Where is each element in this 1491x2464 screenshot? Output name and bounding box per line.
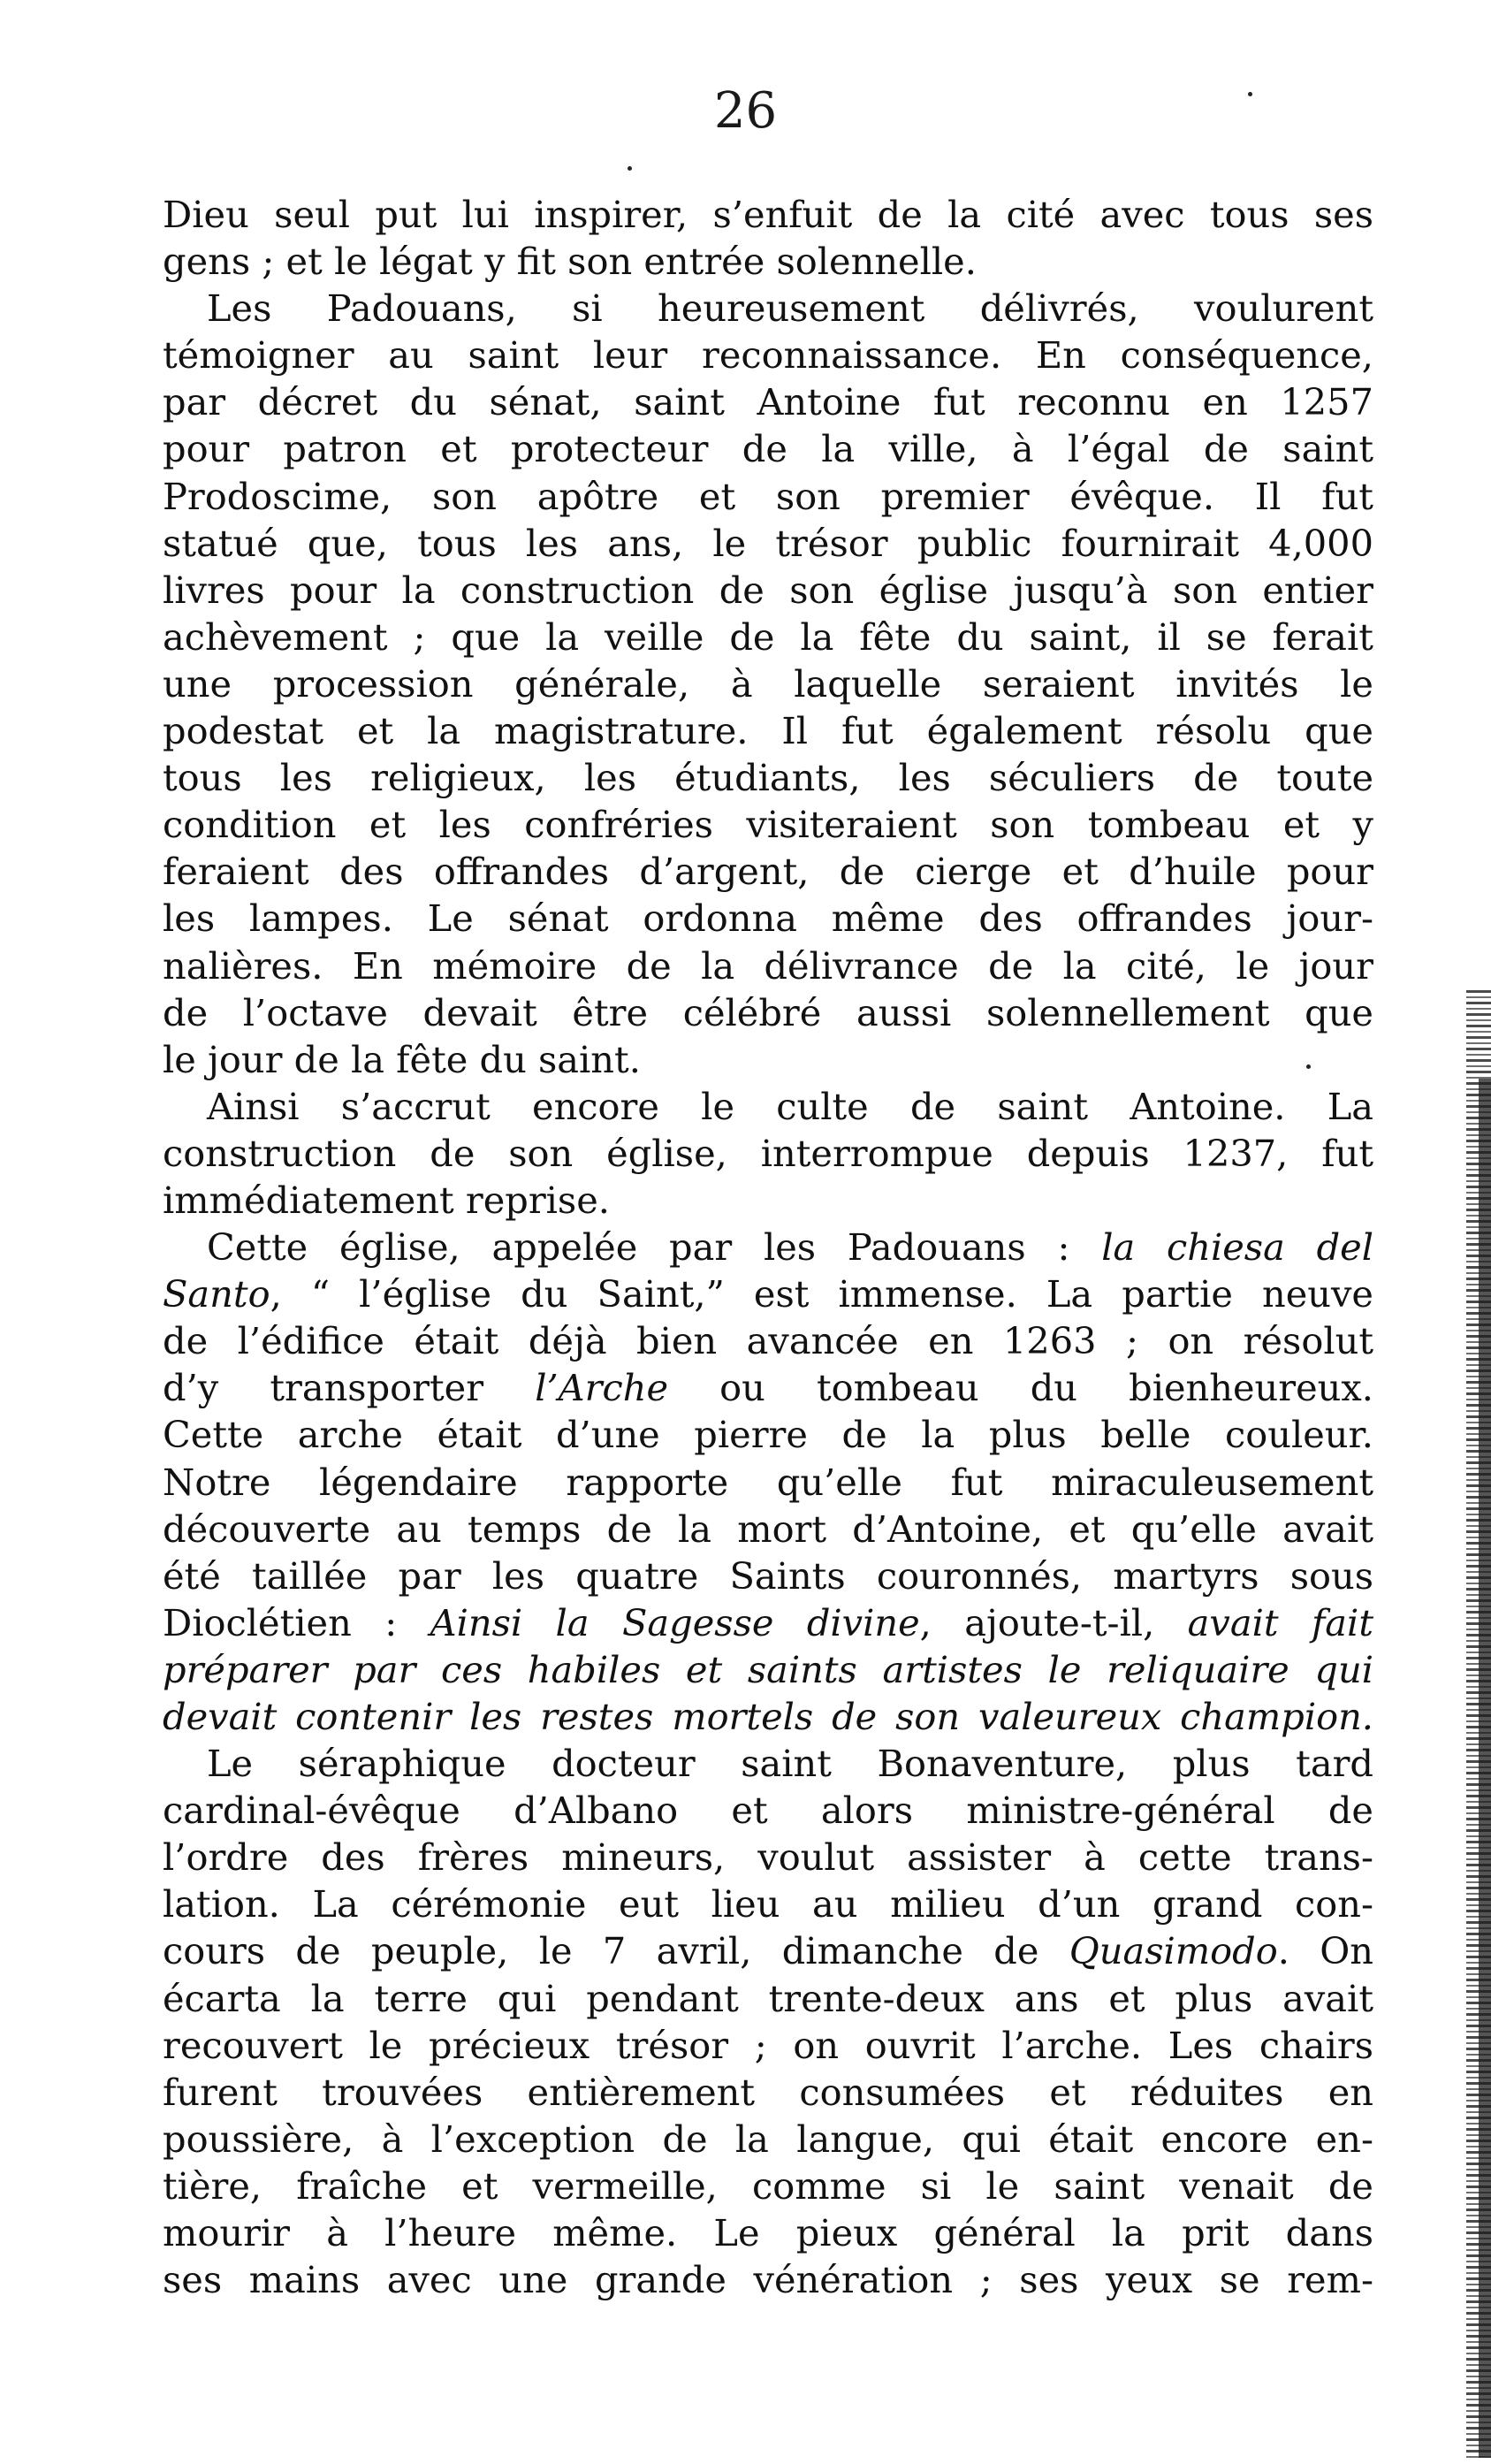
scanned-page-edge-shadow (1479, 1079, 1491, 2458)
text-run: ou tombeau du bienheureux. (668, 1366, 1373, 1410)
text-line (163, 1599, 1373, 1646)
text-run: . On (1277, 1929, 1373, 1973)
text-line: lation. La cérémonie eut lieu au milieu d’un grand con- (163, 1882, 1373, 1926)
text-line: une procession générale, à laquelle seraient invités le (163, 661, 1373, 706)
text-line: témoigner au saint leur reconnaissance. En conséquence, (163, 333, 1373, 378)
text-line: de l’octave devait être célébré aussi solennellement que (163, 990, 1373, 1034)
italic-run: Quasimodo (1069, 1929, 1278, 1973)
text-line: condition et les confréries visiteraient son tombeau et y (163, 803, 1373, 847)
text-line: podestat et la magistrature. Il fut également résolu que (163, 709, 1373, 753)
text-run: , ajoute-t-il, (919, 1600, 1188, 1644)
text-line: Notre légendaire rapporte qu’elle fut miraculeusement (163, 1460, 1373, 1504)
italic-run: Ainsi la Sagesse divine (430, 1600, 920, 1644)
text-line: feraient des offrandes d’argent, de cierge et d’huile pour (163, 850, 1373, 894)
print-speck (628, 166, 632, 171)
text-line (163, 1270, 1373, 1317)
text-line: construction de son église, interrompue depuis 1237, fut (163, 1131, 1373, 1175)
text-line: Cette arche était d’une pierre de la plus belle couleur. (163, 1413, 1373, 1457)
page-body-text (163, 191, 1373, 2303)
text-line: gens ; et le légat y fit son entrée solennelle. (163, 240, 977, 284)
text-run: Dioclétien : (163, 1600, 430, 1644)
paragraph-start-line (163, 1224, 1373, 1270)
text-line: tous les religieux, les étudiants, les séculiers de toute (163, 756, 1373, 800)
italic-line: préparer par ces habiles et saints artistes le reliquaire qui (163, 1647, 1373, 1691)
text-line: nalières. En mémoire de la délivrance de la cité, le jour (163, 943, 1373, 988)
text-line: tière, fraîche et vermeille, comme si le saint venait de (163, 2163, 1373, 2208)
text-line: mourir à l’heure même. Le pieux général la prit dans (163, 2211, 1373, 2255)
paragraph-start-line: Ainsi s’accrut encore le culte de saint Antoine. La (207, 1084, 1373, 1128)
text-line: découverte au temps de la mort d’Antoine, et qu’elle avait (163, 1507, 1373, 1551)
text-run: , “ l’église du Saint,” est immense. La partie neuve (270, 1272, 1373, 1316)
print-speck (1248, 92, 1252, 96)
text-run: d’y transporter (163, 1366, 536, 1410)
text-line: le jour de la fête du saint. (163, 1037, 641, 1081)
paragraph-start-line: Les Padouans, si heureusement délivrés, voulurent (207, 286, 1373, 331)
page-number: 26 (713, 82, 778, 140)
text-line (163, 1927, 1373, 1974)
text-line: écarta la terre qui pendant trente-deux ans et plus avait (163, 1976, 1373, 2020)
text-line: cardinal-évêque d’Albano et alors ministre-général de (163, 1789, 1373, 1833)
text-line (163, 1364, 1373, 1411)
text-line: achèvement ; que la veille de la fête du saint, il se ferait (163, 614, 1373, 659)
text-run: cours de peuple, le 7 avril, dimanche de (163, 1929, 1069, 1973)
italic-run: avait fait (1187, 1600, 1373, 1644)
text-line: furent trouvées entièrement consumées et réduites en (163, 2070, 1373, 2114)
text-line: par décret du sénat, saint Antoine fut reconnu en 1257 (163, 380, 1373, 424)
text-line: l’ordre des frères mineurs, voulut assister à cette trans- (163, 1835, 1373, 1880)
text-line: les lampes. Le sénat ordonna même des offrandes jour- (163, 896, 1373, 941)
text-run: Cette église, appelée par les Padouans : (207, 1225, 1102, 1270)
text-line: recouvert le précieux trésor ; on ouvrit l’arche. Les chairs (163, 2023, 1373, 2067)
text-line: pour patron et protecteur de la ville, à l’égal de saint (163, 427, 1373, 471)
text-line: de l’édifice était déjà bien avancée en 1263 ; on résolut (163, 1319, 1373, 1363)
text-line: immédiatement reprise. (163, 1178, 610, 1222)
text-line: ses mains avec une grande vénération ; ses yeux se rem- (163, 2258, 1373, 2302)
text-line: poussière, à l’exception de la langue, qui était encore en- (163, 2117, 1373, 2161)
italic-run: Santo (163, 1272, 270, 1316)
italic-run: la chiesa del (1101, 1225, 1373, 1270)
italic-run: l’Arche (535, 1366, 669, 1410)
text-line: livres pour la construction de son église jusqu’à son entier (163, 568, 1373, 612)
text-line: été taillée par les quatre Saints couronnés, martyrs sous (163, 1553, 1373, 1598)
paragraph-start-line: Le séraphique docteur saint Bonaventure, plus tard (207, 1742, 1373, 1786)
text-line: Prodoscime, son apôtre et son premier évêque. Il fut (163, 474, 1373, 518)
text-line: Dieu seul put lui inspirer, s’enfuit de la cité avec tous ses (163, 193, 1373, 236)
italic-line: devait contenir les restes mortels de son valeureux champion. (163, 1695, 1373, 1738)
text-line: statué que, tous les ans, le trésor public fournirait 4,000 (163, 521, 1373, 565)
print-speck (1306, 1064, 1311, 1069)
